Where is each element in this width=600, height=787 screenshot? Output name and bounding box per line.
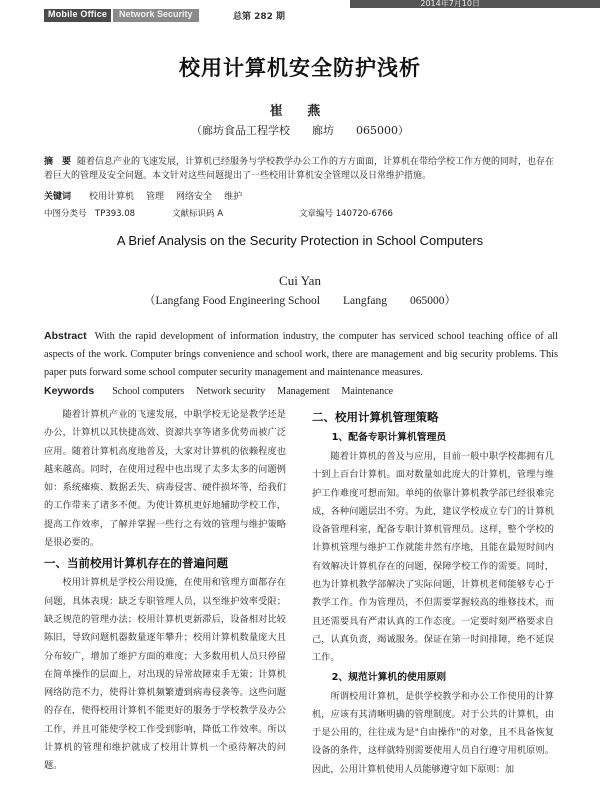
section-2-2-heading: 2、规范计算机的使用原则 bbox=[331, 671, 447, 683]
keyword-zh: 校用计算机 bbox=[89, 192, 135, 202]
section-2-2-paragraph: 所谓校用计算机，是供学校教学和办公工作使用的计算机，应该有其清晰明确的管理制度。对于公共的计算机，由于是公用的，往往成为是"自由操作"的对象，且不具备恢复设备的条件，这样就特别需要使用人员自行遵守用机原则。因此，公用计算机使用人员能够遵守如下原则：加 bbox=[312, 690, 554, 775]
keywords-en-label: Keywords bbox=[44, 385, 95, 397]
abstract-en-label: Abstract bbox=[44, 330, 87, 342]
keyword-en: School computers bbox=[112, 386, 185, 397]
abstract-en bbox=[44, 328, 558, 382]
affiliation-en: （Langfang Food Engineering School Langfang 065000） bbox=[143, 295, 457, 307]
section-2-1-paragraph: 随着计算机的普及与应用，目前一般中职学校都拥有几十到上百台计算机。面对数量如此庞大的计算机，管理与维护工作难度可想而知。单纯的依靠计算机教学部已经很难完成，各种问题层出不穷。为此，建议学校成立专门的计算机设备管理科室，配备专职计算机管理员。这样，整个学校的计算机管理与维护工作就能井然有序地，且能在最短时间内有效解决计算机存在的问题，保障学校工作的需要。同时，也为计算机教学部解决了实际问题，计算机老师能够专心于教学工作。作为管理员，不但需要掌握较高的维修技术，而且还需要具有严肃认真的工作态度。一定要时刻严格要求自己，认真负责，竭诚服务。保证在第一时间排障，绝不延误工作。 bbox=[312, 451, 554, 664]
abstract-zh-text: 随着信息产业的飞速发展，计算机已经服务与学校教学办公工作的方方面面，计算机在带给学校工作方便的同时，也存在着巨大的管理及安全问题。本文针对这些问题提出了一些校用计算机安全管理以及日常维护措施。 bbox=[44, 157, 555, 181]
section-1-heading: 一、当前校用计算机存在的普遍问题 bbox=[44, 556, 228, 571]
keyword-zh: 网络安全 bbox=[176, 192, 213, 202]
keyword-zh: 维护 bbox=[224, 192, 243, 202]
body-column-right bbox=[312, 406, 554, 779]
header-strip bbox=[350, 0, 600, 8]
keywords-en bbox=[44, 385, 393, 397]
intro-paragraph: 随着计算机产业的飞速发展，中职学校无论是教学还是办公，计算机以其快捷高效、资源共享等诸多优势而被广泛应用。随着计算机高度地普及，大家对计算机的依赖程度也越来越高。同时，在使用过程中也出现了太多太多的问题例如：系统瘫痪、数据丢失、病毒侵害、硬件损坏等，给我们的工作带来了诸多不便。为使计算机更好地辅助学校工作，提高工作效率，了解并掌握一些行之有效的管理与维护策略是很必要的。 bbox=[44, 409, 286, 549]
keywords-zh bbox=[44, 189, 242, 202]
paper-title-zh: 校用计算机安全防护浅析 bbox=[179, 56, 421, 80]
author-en: Cui Yan bbox=[279, 273, 321, 288]
keywords-zh-label: 关键词 bbox=[44, 192, 72, 202]
body-column-left bbox=[44, 406, 286, 776]
article-number: 文章编号 140720-6766 bbox=[299, 209, 393, 219]
clc-number: 中图分类号 TP393.08 bbox=[44, 209, 136, 219]
paper-title-en: A Brief Analysis on the Security Protection in School Computers bbox=[116, 233, 484, 248]
network-security-label: Network Security bbox=[113, 9, 199, 22]
keyword-zh: 管理 bbox=[146, 192, 165, 202]
abstract-zh bbox=[44, 155, 556, 183]
section-2-heading: 二、校用计算机管理策略 bbox=[312, 410, 439, 424]
author-zh: 崔 燕 bbox=[269, 104, 331, 119]
issue-number: 总第 282 期 bbox=[233, 12, 286, 22]
section-2-1-heading: 1、配备专职计算机管理员 bbox=[331, 432, 447, 443]
header-date: 2014年7月10日 bbox=[420, 0, 480, 8]
journal-header bbox=[0, 0, 600, 22]
keyword-en: Management bbox=[277, 386, 330, 397]
keyword-en: Network security bbox=[196, 386, 266, 397]
abstract-zh-label: 摘 要 bbox=[44, 157, 72, 167]
abstract-en-text: With the rapid development of information industry, the computer has serviced school teaching office of all aspects of the work. Computer brings convenience and school work, there are management and big security problems. This paper puts forward some school computer security management and maintenance measures. bbox=[44, 331, 558, 378]
document-code: 文献标识码 A bbox=[172, 209, 224, 219]
affiliation-zh: （廊坊食品工程学校 廊坊 065000） bbox=[191, 124, 409, 137]
mobile-office-label: Mobile Office bbox=[44, 9, 111, 22]
section-1-paragraph: 校用计算机是学校公用设施，在使用和管理方面都存在问题，具体表现：缺乏专职管理人员，以至维护效率受限；缺乏规范的管理办法；校用计算机更新滞后，设备相对比较陈旧，导致问题机器数量逐年攀升；校用计算机数量庞大且分布较广，增加了维护方面的难度；大多数用机人员只停留在简单操作的层面上，对出现的异常故障束手无策；计算机网络防范不力，使得计算机频繁遭到病毒侵袭等。这些问题的存在，使得校用计算机不能更好的服务于学校教学及办公工作，并且可能使学校工作受到影响，降低工作效率。所以计算机的管理和维护就成了校用计算机一个亟待解决的问题。 bbox=[44, 577, 286, 772]
keyword-en: Maintenance bbox=[341, 386, 394, 397]
